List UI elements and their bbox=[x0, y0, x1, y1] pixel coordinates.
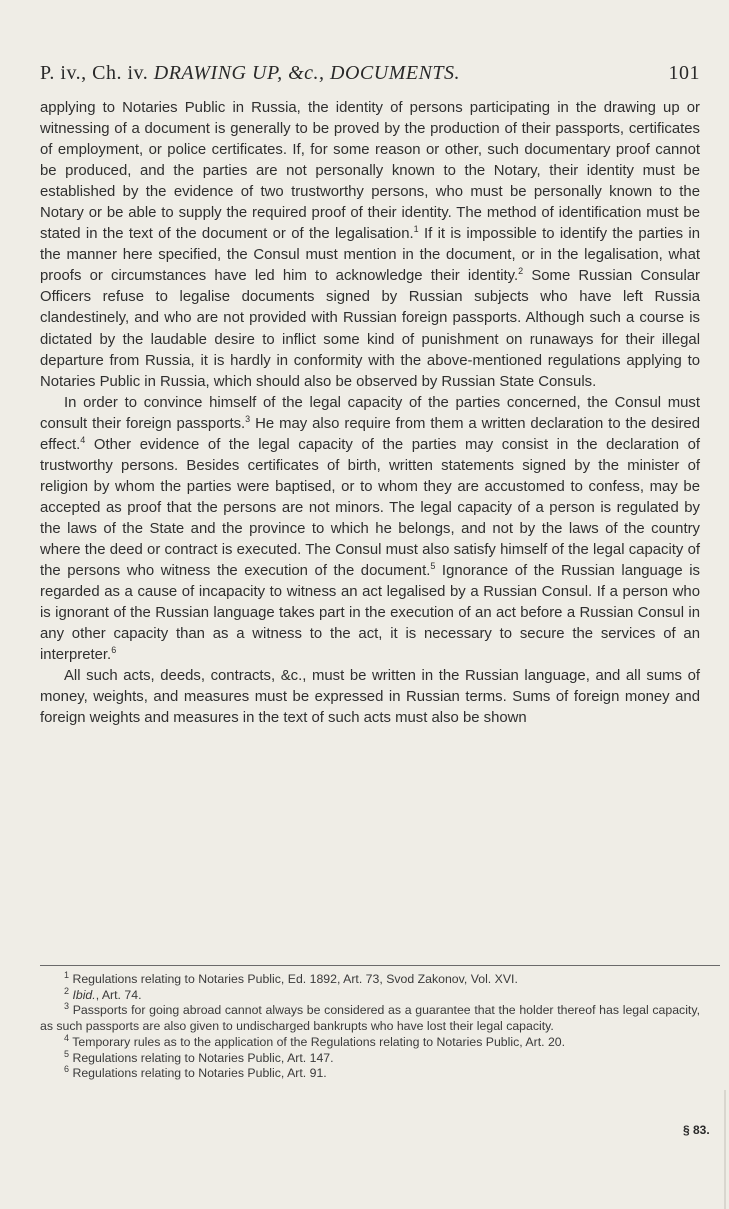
footnote-ref-6: 6 bbox=[111, 645, 117, 656]
footnotes bbox=[40, 969, 701, 1082]
footnote-ref-3: 3 bbox=[245, 413, 251, 424]
page-number: 101 bbox=[668, 62, 700, 84]
footnote-ref-4: 4 bbox=[80, 434, 86, 445]
chapter-ref: P. iv., Ch. iv. bbox=[40, 62, 149, 84]
footnote-5: $^5$ Regulations relating to Notaries Public, Art. 147. bbox=[64, 1048, 334, 1065]
paragraph-1: applying to Notaries Public in Russia, the identity of persons participating in the drawing up or witnessing of a document is generally to be proved by the production of their passports, certificates of employment, or police certificates. If, for some reason or other, such documentary proof cannot be produced, and the parties are not personally known to the Notary, their identity must be established by the evidence of two trustworthy persons, who must be personally known to the Notary or be able to supply the required proof of their identity. The method of identification must be stated in the text of the document or of the legalisation.$^1$ If it is impossible to identify the parties in the manner here specified, the Consul must mention in the document, or in the legalisation, what proofs or circumstances have led him to acknowledge their identity.$^2$ Some Russian Consular Officers refuse to legalise documents signed by Russian subjects who have left Russia clandestinely, and who are not provided with Russian foreign passports. Although such a course is dictated by the laudable desire to inflict some kind of punishment on runaways for their illegal departure from Russia, it is hardly in conformity with the above-mentioned regulations applying to Notaries Public in Russia, which should also be observed by Russian State Consuls. bbox=[40, 100, 700, 390]
footnote-rule bbox=[40, 965, 720, 966]
page-edge-line bbox=[724, 1090, 726, 1209]
section-mark: § 83. bbox=[683, 1123, 710, 1137]
footnote-1: $^1$ Regulations relating to Notaries Public, Ed. 1892, Art. 73, Svod Zakonov, Vol. XVI. bbox=[64, 969, 518, 986]
footnote-ref-1: 1 bbox=[413, 224, 419, 235]
footnote-2: $^2$ Ibid., Art. 74. bbox=[64, 985, 142, 1002]
running-head-left bbox=[40, 62, 460, 85]
footnote-3: $^3$ Passports for going abroad cannot always be considered as a guarantee that the holder thereof has legal capacity, as such passports are also given to undischarged bankrupts who have lost their legal capacity. bbox=[40, 1001, 701, 1034]
footnote-4: $^4$ Temporary rules as to the application of the Regulations relating to Notaries Public, Art. 20. bbox=[64, 1032, 566, 1049]
footnote-ref-5: 5 bbox=[430, 561, 436, 572]
body-text bbox=[40, 98, 700, 729]
footnote-6: $^6$ Regulations relating to Notaries Public, Art. 91. bbox=[64, 1064, 327, 1081]
paragraph-3: All such acts, deeds, contracts, &c., must be written in the Russian language, and all sums of money, weights, and measures must be expressed in Russian terms. Sums of foreign money and foreign weights and measures in the text of such acts must also be shown bbox=[40, 668, 700, 727]
running-title: DRAWING UP, &c., DOCUMENTS. bbox=[153, 62, 461, 84]
footnote-ref-2: 2 bbox=[518, 266, 524, 277]
paragraph-2: In order to convince himself of the legal capacity of the parties concerned, the Consul must consult their foreign passports.$^3$ He may also require from them a written declaration to the desired effect.$^4$ Other evidence of the legal capacity of the parties may consist in the declaration of trustworthy persons. Besides certificates of birth, written statements signed by the minister of religion by whom the parties were baptised, or to whom they are accustomed to confess, may be accepted as proof that the persons are not minors. The legal capacity of a person is regulated by the laws of the State and the province to which he belongs, and not by the laws of the country where the deed or contract is executed. The Consul must also satisfy himself of the legal capacity of the persons who witness the execution of the document.$^5$ Ignorance of the Russian language is regarded as a cause of incapacity to witness an act legalised by a Russian Consul. If a person who is ignorant of the Russian language takes part in the execution of an act before a Russian Consul in any other capacity than as a witness to the act, it is necessary to secure the services of an interpreter.$^6$ bbox=[40, 394, 700, 664]
